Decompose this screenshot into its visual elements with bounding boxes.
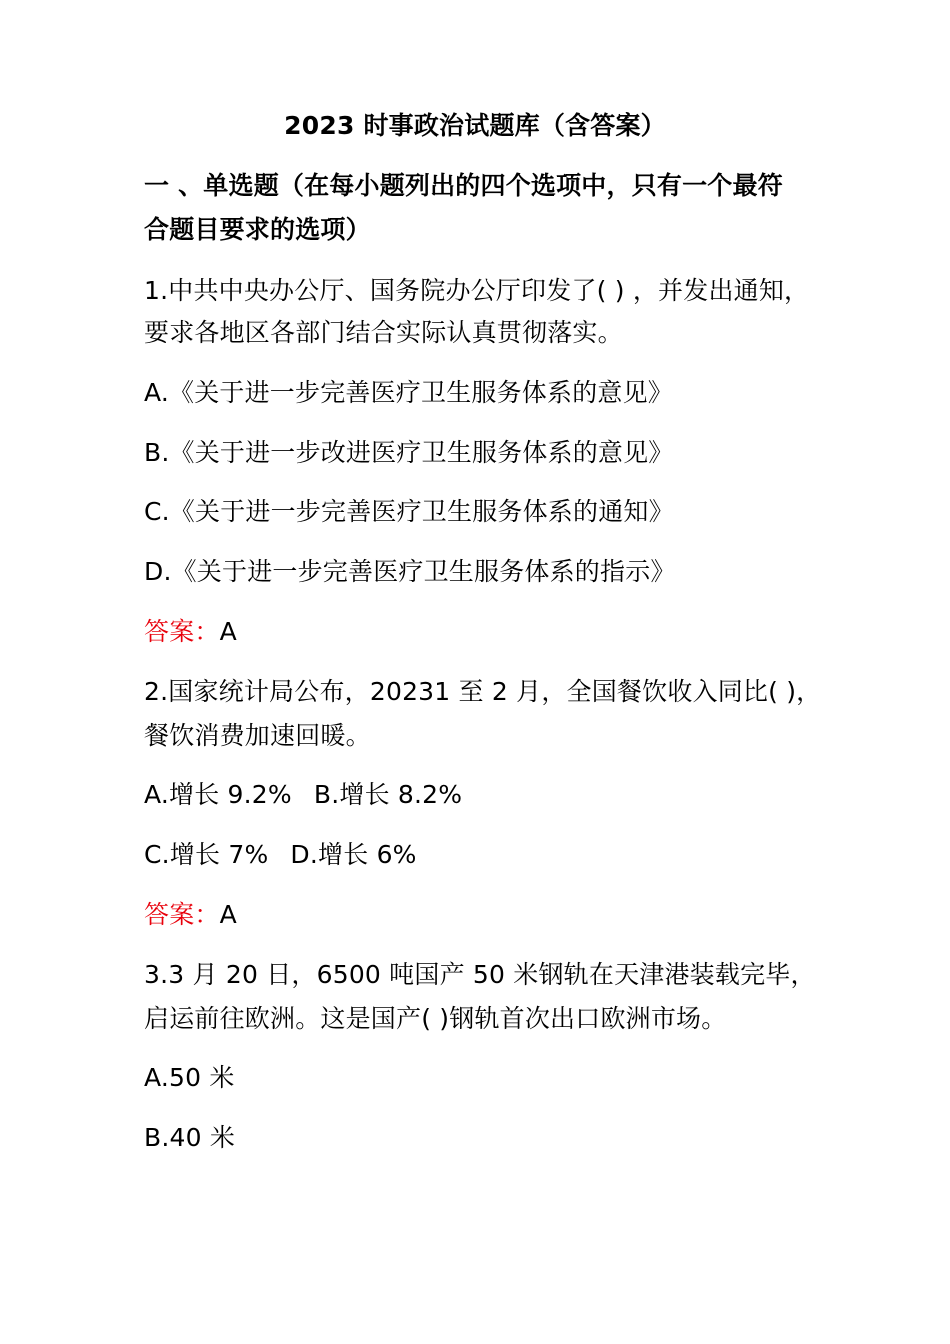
question-3-stem-line-1: 3.3 月 20 日，6500 吨国产 50 米钢轨在天津港装载完毕， (144, 960, 816, 989)
answer-label: 答案： (144, 617, 220, 646)
question-2-option-a: A.增长 9.2% (144, 780, 292, 809)
question-2-option-d: D.增长 6% (290, 840, 417, 869)
question-1-option-b: B.《关于进一步改进医疗卫生服务体系的意见》 (144, 438, 674, 467)
answer-value: A (219, 900, 237, 929)
question-1-option-d: D.《关于进一步完善医疗卫生服务体系的指示》 (144, 557, 676, 586)
question-2-answer (144, 900, 237, 930)
question-1-option-a: A.《关于进一步完善医疗卫生服务体系的意见》 (144, 378, 674, 407)
question-3-option-a: A.50 米 (144, 1063, 235, 1092)
question-2-stem-line-2: 餐饮消费加速回暖。 (144, 721, 371, 750)
question-1-stem-line-2: 要求各地区各部门结合实际认真贯彻落实。 (144, 318, 623, 347)
question-3-option-b: B.40 米 (144, 1123, 236, 1152)
question-2-options-row-1 (144, 780, 462, 810)
section-heading-line-1: 一 、单选题（在每小题列出的四个选项中，只有一个最符 (144, 171, 783, 200)
answer-label: 答案： (144, 900, 220, 929)
question-1-option-c: C.《关于进一步完善医疗卫生服务体系的通知》 (144, 497, 674, 526)
question-3-stem-line-2: 启运前往欧洲。这是国产( )钢轨首次出口欧洲市场。 (144, 1004, 727, 1033)
question-2-option-b: B.增长 8.2% (313, 780, 463, 809)
question-2-stem-line-1: 2.国家统计局公布，20231 至 2 月，全国餐饮收入同比( )， (144, 677, 822, 706)
question-1-answer (144, 617, 237, 647)
document-title: 2023 时事政治试题库（含答案） (284, 111, 666, 140)
answer-value: A (219, 617, 237, 646)
question-1-stem-line-1: 1.中共中央办公厅、国务院办公厅印发了( ) ，并发出通知， (144, 276, 810, 305)
question-2-option-c: C.增长 7% (144, 840, 269, 869)
section-heading-line-2: 合题目要求的选项） (144, 215, 371, 244)
question-2-options-row-2 (144, 840, 417, 870)
